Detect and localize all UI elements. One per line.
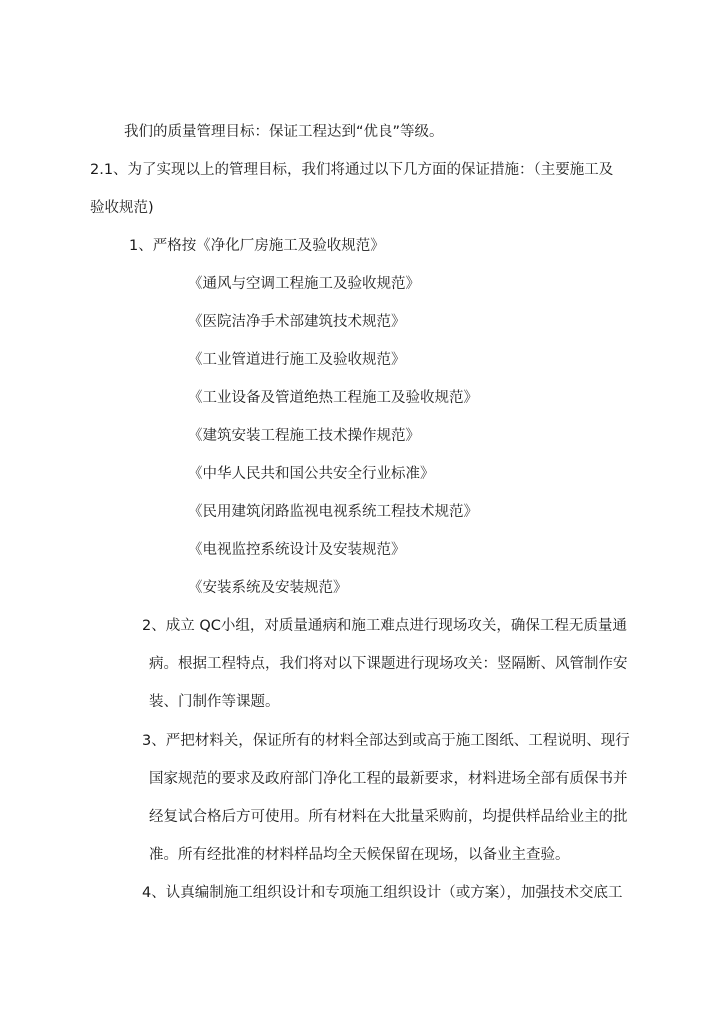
standard-item: 《安装系统及安装规范》 [188,580,348,596]
standard-item: 《工业管道进行施工及验收规范》 [188,352,406,368]
standard-item: 《中华人民共和国公共安全行业标准》 [188,466,435,482]
item-3-line-3: 经复试合格后方可使用。所有材料在大批量采购前，均提供样品给业主的批 [149,809,628,825]
standard-item: 《电视监控系统设计及安装规范》 [188,542,406,558]
standard-item: 《医院洁净手术部建筑技术规范》 [188,314,406,330]
standard-item: 《建筑安装工程施工技术操作规范》 [188,428,420,444]
quality-goal-text: 我们的质量管理目标：保证工程达到“优良”等级。 [124,124,444,140]
standard-item: 《工业设备及管道绝热工程施工及验收规范》 [188,390,478,406]
intro-paragraph-line-2: 验收规范) [90,200,154,216]
item-3-line-4: 准。所有经批准的材料样品均全天候保留在现场，以备业主查验。 [149,847,570,863]
item-4-line-1: 4、认真编制施工组织设计和专项施工组织设计（或方案），加强技术交底工 [142,885,623,901]
item-3-line-1: 3、严把材料关，保证所有的材料全部达到或高于施工图纸、工程说明、现行 [142,733,630,749]
item-2-line-2: 病。根据工程特点，我们将对以下课题进行现场攻关：竖隔断、风管制作安 [149,656,628,672]
item-2-line-3: 装、门制作等课题。 [149,694,280,710]
intro-paragraph-line-1: 2.1、为了实现以上的管理目标，我们将通过以下几方面的保证措施：（主要施工及 [90,162,614,178]
standard-item: 《通风与空调工程施工及验收规范》 [188,276,420,292]
item-3-line-2: 国家规范的要求及政府部门净化工程的最新要求，材料进场全部有质保书并 [149,771,628,787]
item-2-line-1: 2、成立 QC小组，对质量通病和施工难点进行现场攻关，确保工程无质量通 [142,618,627,634]
standard-item: 《民用建筑闭路监视电视系统工程技术规范》 [188,504,478,520]
item-1-heading: 1、严格按《净化厂房施工及验收规范》 [129,238,385,254]
